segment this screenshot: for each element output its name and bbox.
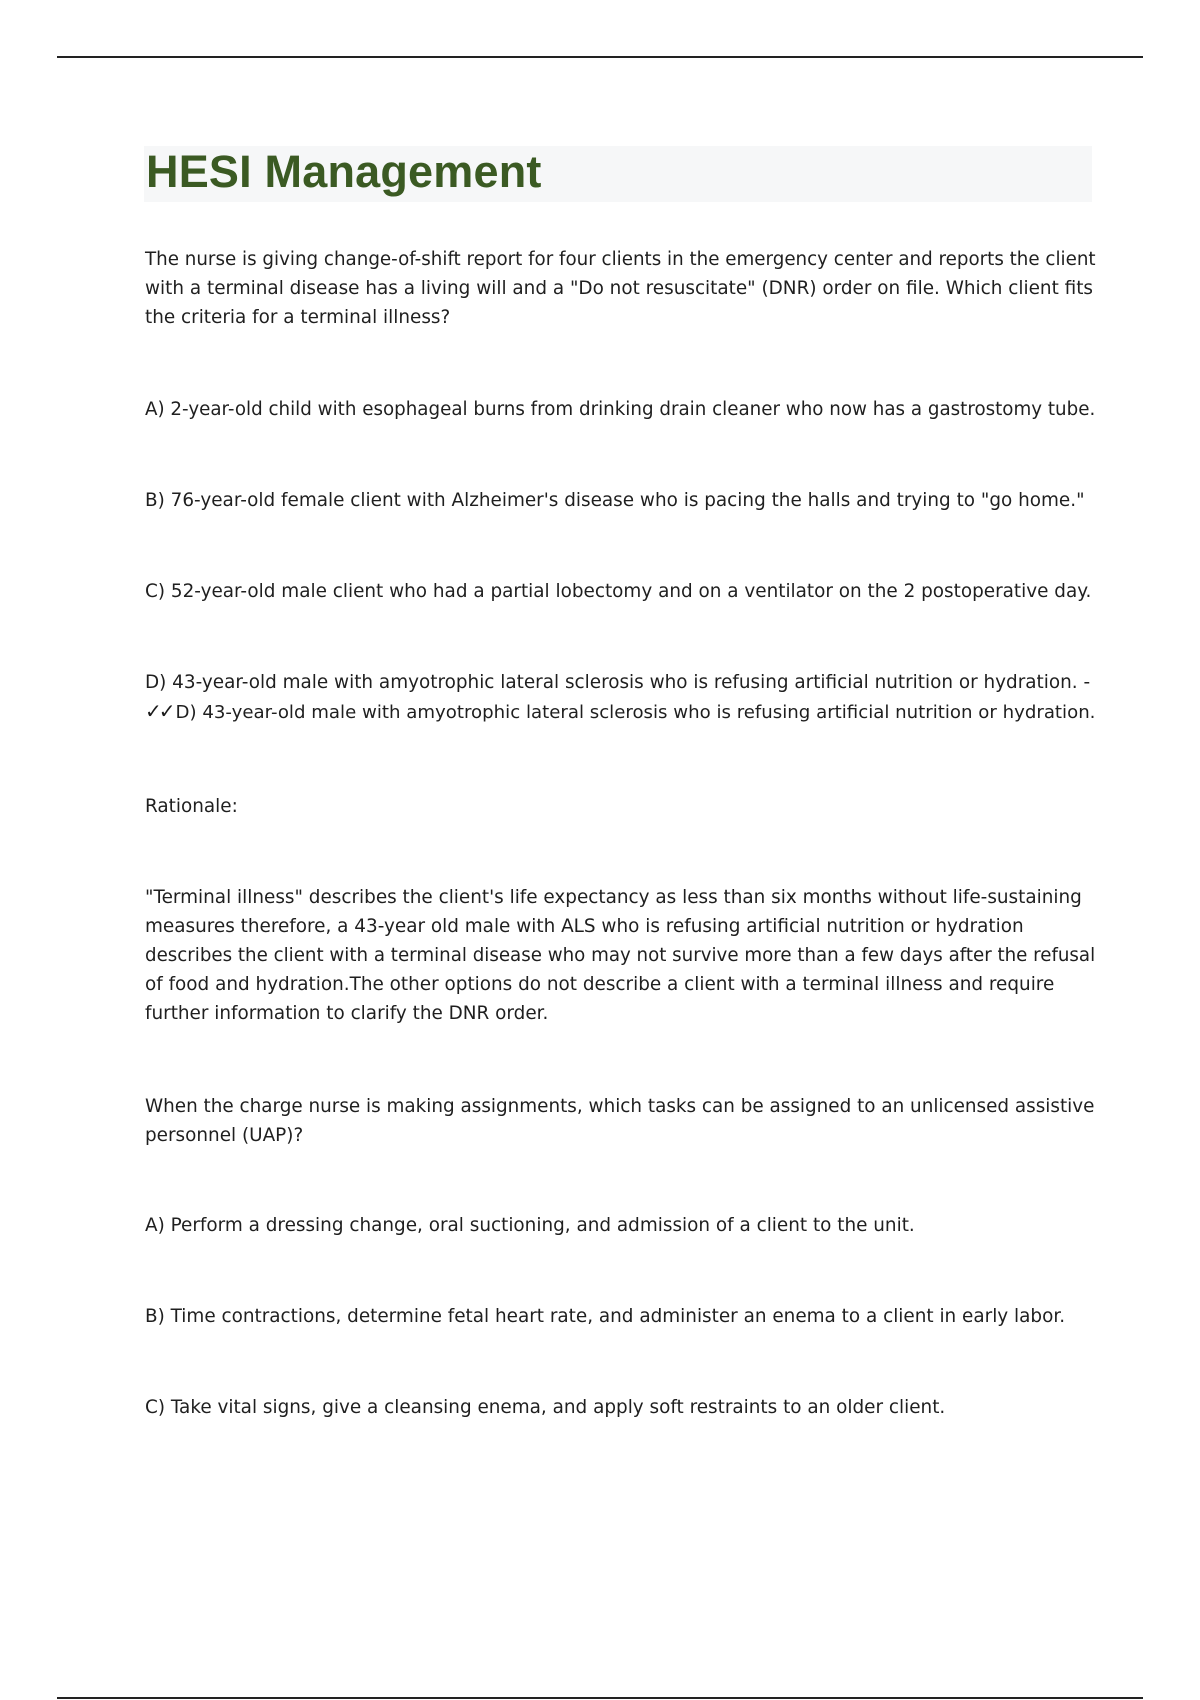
header-rule [57,56,1143,58]
question-2-option-a: A) Perform a dressing change, oral suctioning, and admission of a client to the unit. [145,1215,915,1236]
question-1-answer-text: D) 43-year-old male with amyotrophic lateral sclerosis who is refusing artificial nutrition or hydration. [175,702,1096,723]
question-1-option-d [145,668,1095,727]
rationale-line: further information to clarify the DNR order. [145,1003,549,1024]
footer-rule [57,1697,1143,1699]
rationale-label: Rationale: [145,796,238,817]
page-title: HESI Management [146,146,542,197]
checkmark-icon: ✓✓ [145,699,173,723]
rationale-line: describes the client with a terminal disease who may not survive more than a few days after the refusal [145,945,1096,966]
question-2-option-b: B) Time contractions, determine fetal heart rate, and administer an enema to a client in early labor. [145,1306,1066,1327]
question-1-option-a: A) 2-year-old child with esophageal burns from drinking drain cleaner who now has a gastrostomy tube. [145,399,1096,420]
question-2-option-c: C) Take vital signs, give a cleansing enema, and apply soft restraints to an older client. [145,1397,946,1418]
question-1-option-b: B) 76-year-old female client with Alzheimer's disease who is pacing the halls and trying to "go home." [145,490,1085,511]
question-2-stem-line: When the charge nurse is making assignments, which tasks can be assigned to an unlicensed assistive [145,1096,1095,1117]
question-1-stem-line: with a terminal disease has a living will and a "Do not resuscitate" (DNR) order on file. Which client fits [145,278,1093,299]
rationale-text [145,883,1095,1028]
question-1-answer [145,697,1095,727]
question-2-stem-line: personnel (UAP)? [145,1125,304,1146]
rationale-line: measures therefore, a 43-year old male with ALS who is refusing artificial nutrition or hydration [145,916,1024,937]
rationale-line: "Terminal illness" describes the client's life expectancy as less than six months without life-sustaining [145,887,1082,908]
question-1-stem-line: The nurse is giving change-of-shift report for four clients in the emergency center and reports the client [145,249,1096,270]
question-2-stem [145,1092,1095,1150]
question-1-stem [145,245,1095,332]
question-1-stem-line: the criteria for a terminal illness? [145,307,451,328]
question-1-option-c: C) 52-year-old male client who had a partial lobectomy and on a ventilator on the 2 postoperative day. [145,581,1092,602]
rationale-line: of food and hydration.The other options do not describe a client with a terminal illness and require [145,974,1055,995]
question-1-option-d-text: D) 43-year-old male with amyotrophic lateral sclerosis who is refusing artificial nutrition or hydration. - [145,672,1091,693]
